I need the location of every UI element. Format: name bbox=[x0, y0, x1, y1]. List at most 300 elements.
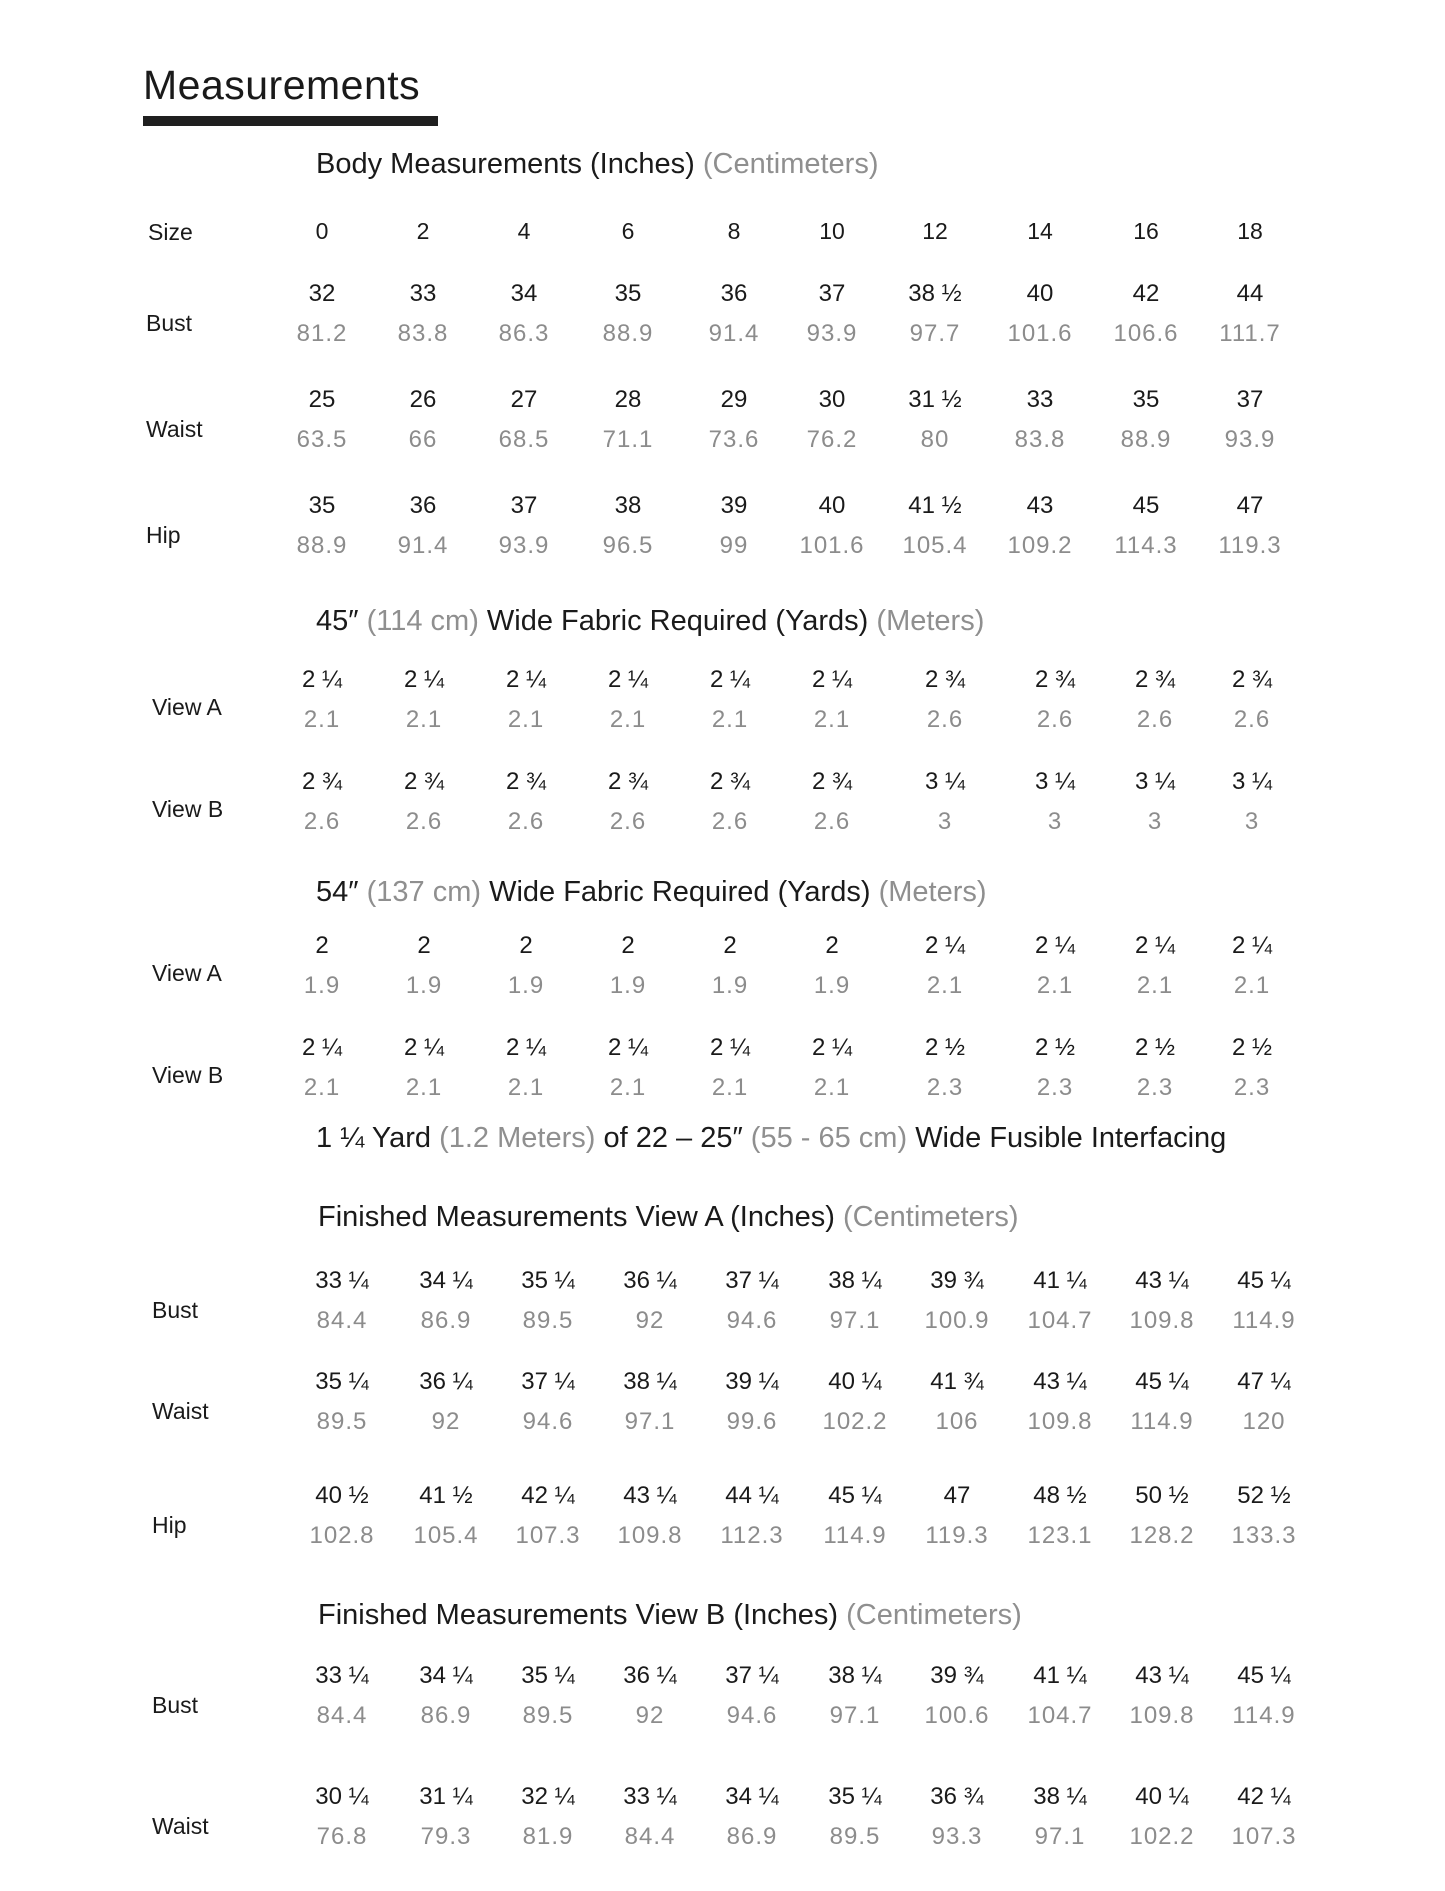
table-cell bbox=[800, 1482, 910, 1550]
imperial-value: 2 ¼ bbox=[505, 666, 547, 693]
metric-value: 2.6 bbox=[507, 808, 545, 835]
imperial-value: 45 ¼ bbox=[1135, 1368, 1189, 1395]
table-cell bbox=[902, 1662, 1012, 1730]
table-cell bbox=[1100, 1034, 1210, 1102]
imperial-value: 2 ¼ bbox=[403, 666, 445, 693]
imperial-value: 38 ¼ bbox=[828, 1267, 882, 1294]
metric-value: 76.8 bbox=[316, 1823, 368, 1850]
table-cell bbox=[697, 1783, 807, 1851]
metric-value: 2.1 bbox=[609, 706, 647, 733]
imperial-value: 2 ¾ bbox=[301, 768, 343, 795]
imperial-value: 48 ½ bbox=[1033, 1482, 1087, 1509]
table-cell bbox=[573, 768, 683, 836]
fabric-54-heading bbox=[316, 876, 987, 909]
imperial-value: 32 bbox=[308, 280, 336, 307]
table-cell bbox=[890, 666, 1000, 734]
table-cell bbox=[1005, 1267, 1115, 1335]
imperial-value: 36 ¼ bbox=[419, 1368, 473, 1395]
heading-main: Finished Measurements View B (Inches) bbox=[318, 1599, 839, 1631]
table-cell bbox=[267, 386, 377, 454]
imperial-value: 35 ¼ bbox=[521, 1662, 575, 1689]
heading-alt: (Meters) bbox=[876, 605, 985, 637]
metric-value: 94.6 bbox=[522, 1408, 574, 1435]
table-cell bbox=[391, 1267, 501, 1335]
imperial-value: 29 bbox=[720, 386, 748, 413]
table-cell bbox=[1005, 1368, 1115, 1436]
heading-main: Body Measurements (Inches) bbox=[316, 148, 695, 180]
table-cell bbox=[573, 932, 683, 1000]
table-cell bbox=[1000, 932, 1110, 1000]
imperial-value: 41 ¼ bbox=[1033, 1662, 1087, 1689]
table-cell bbox=[471, 932, 581, 1000]
imperial-value: 35 bbox=[308, 492, 336, 519]
interfacing-width-metric: (55 - 65 cm) bbox=[750, 1122, 908, 1154]
heading-main: Wide Fabric Required (Yards) bbox=[489, 876, 871, 908]
table-cell bbox=[1209, 1267, 1319, 1335]
imperial-value: 39 ¾ bbox=[930, 1267, 984, 1294]
metric-value: 1.9 bbox=[813, 972, 851, 999]
metric-value: 92 bbox=[635, 1702, 665, 1729]
imperial-value: 43 ¼ bbox=[1135, 1662, 1189, 1689]
metric-value: 100.9 bbox=[924, 1307, 990, 1334]
metric-value: 94.6 bbox=[726, 1702, 778, 1729]
imperial-value: 2 bbox=[621, 932, 635, 959]
table-cell bbox=[1107, 1783, 1217, 1851]
size-header-cell: 16 bbox=[1133, 218, 1159, 244]
metric-value: 93.9 bbox=[1224, 426, 1276, 453]
imperial-value: 37 ¼ bbox=[725, 1267, 779, 1294]
imperial-value: 26 bbox=[409, 386, 437, 413]
table-cell bbox=[573, 1034, 683, 1102]
fabric-width-cm: (137 cm) bbox=[366, 876, 482, 908]
table-cell bbox=[985, 280, 1095, 348]
imperial-value: 31 ½ bbox=[908, 386, 962, 413]
imperial-value: 32 ¼ bbox=[521, 1783, 575, 1810]
metric-value: 1.9 bbox=[303, 972, 341, 999]
size-label: Size bbox=[148, 219, 193, 245]
metric-value: 1.9 bbox=[507, 972, 545, 999]
table-cell bbox=[493, 1482, 603, 1550]
heading-main: Wide Fabric Required (Yards) bbox=[486, 605, 869, 637]
imperial-value: 35 ¼ bbox=[521, 1267, 575, 1294]
metric-value: 105.4 bbox=[902, 532, 968, 559]
metric-value: 2.1 bbox=[813, 706, 851, 733]
table-cell bbox=[679, 280, 789, 348]
table-cell bbox=[777, 932, 887, 1000]
metric-value: 1.9 bbox=[405, 972, 443, 999]
metric-value: 2.3 bbox=[1233, 1074, 1271, 1101]
metric-value: 119.3 bbox=[1218, 532, 1282, 559]
imperial-value: 35 ¼ bbox=[315, 1368, 369, 1395]
table-cell bbox=[1107, 1482, 1217, 1550]
metric-value: 109.8 bbox=[1027, 1408, 1093, 1435]
imperial-value: 45 ¼ bbox=[1237, 1267, 1291, 1294]
table-cell bbox=[675, 1034, 785, 1102]
heading-alt: (Meters) bbox=[878, 876, 987, 908]
metric-value: 2.6 bbox=[303, 808, 341, 835]
imperial-value: 2 ¾ bbox=[607, 768, 649, 795]
table-cell bbox=[1195, 492, 1305, 560]
metric-value: 1.9 bbox=[711, 972, 749, 999]
table-cell bbox=[880, 492, 990, 560]
imperial-value: 3 ¼ bbox=[1134, 768, 1176, 795]
imperial-value: 36 ¾ bbox=[930, 1783, 984, 1810]
imperial-value: 33 bbox=[1026, 386, 1054, 413]
table-cell bbox=[1197, 666, 1307, 734]
metric-value: 2.1 bbox=[609, 1074, 647, 1101]
imperial-value: 47 bbox=[1236, 492, 1264, 519]
metric-value: 2.6 bbox=[1036, 706, 1074, 733]
interfacing-width: of 22 – 25″ bbox=[603, 1122, 743, 1154]
imperial-value: 3 ¼ bbox=[1034, 768, 1076, 795]
metric-value: 83.8 bbox=[397, 320, 449, 347]
table-cell bbox=[1000, 1034, 1110, 1102]
metric-value: 2.3 bbox=[1136, 1074, 1174, 1101]
imperial-value: 2 ¼ bbox=[607, 666, 649, 693]
table-cell bbox=[369, 932, 479, 1000]
imperial-value: 37 bbox=[818, 280, 846, 307]
row-label: Bust bbox=[146, 310, 193, 336]
metric-value: 99.6 bbox=[726, 1408, 778, 1435]
imperial-value: 38 ¼ bbox=[1033, 1783, 1087, 1810]
metric-value: 106 bbox=[935, 1408, 979, 1435]
metric-value: 120 bbox=[1242, 1408, 1286, 1435]
table-cell bbox=[595, 1368, 705, 1436]
metric-value: 105.4 bbox=[413, 1522, 479, 1549]
imperial-value: 39 bbox=[720, 492, 748, 519]
heading-alt: (Centimeters) bbox=[842, 1201, 1019, 1233]
table-cell bbox=[1107, 1662, 1217, 1730]
imperial-value: 30 ¼ bbox=[315, 1783, 369, 1810]
imperial-value: 40 bbox=[818, 492, 846, 519]
imperial-value: 33 ¼ bbox=[315, 1662, 369, 1689]
metric-value: 123.1 bbox=[1027, 1522, 1093, 1549]
imperial-value: 39 ¾ bbox=[930, 1662, 984, 1689]
imperial-value: 41 ¼ bbox=[1033, 1267, 1087, 1294]
table-cell bbox=[1005, 1482, 1115, 1550]
fabric-width: 54″ bbox=[316, 876, 359, 908]
metric-value: 114.3 bbox=[1114, 532, 1178, 559]
imperial-value: 33 ¼ bbox=[623, 1783, 677, 1810]
metric-value: 80 bbox=[920, 426, 950, 453]
table-cell bbox=[1100, 666, 1210, 734]
imperial-value: 33 bbox=[409, 280, 437, 307]
interfacing-description: Wide Fusible Interfacing bbox=[915, 1122, 1227, 1154]
imperial-value: 47 bbox=[943, 1482, 971, 1509]
imperial-value: 35 bbox=[614, 280, 642, 307]
table-cell bbox=[800, 1662, 910, 1730]
row-label: View A bbox=[152, 960, 222, 986]
table-cell bbox=[1195, 386, 1305, 454]
table-cell bbox=[1100, 932, 1210, 1000]
imperial-value: 42 bbox=[1132, 280, 1160, 307]
metric-value: 104.7 bbox=[1027, 1702, 1093, 1729]
table-cell bbox=[890, 932, 1000, 1000]
row-label: Bust bbox=[152, 1297, 199, 1323]
metric-value: 97.1 bbox=[1034, 1823, 1086, 1850]
imperial-value: 47 ¼ bbox=[1237, 1368, 1291, 1395]
imperial-value: 2 ¼ bbox=[811, 1034, 853, 1061]
imperial-value: 2 ¼ bbox=[1034, 932, 1076, 959]
metric-value: 76.2 bbox=[806, 426, 858, 453]
imperial-value: 34 ¼ bbox=[725, 1783, 779, 1810]
metric-value: 128.2 bbox=[1129, 1522, 1195, 1549]
metric-value: 2.1 bbox=[926, 972, 964, 999]
title-underline bbox=[143, 116, 438, 126]
size-header-cell: 2 bbox=[416, 218, 430, 244]
imperial-value: 2 ½ bbox=[924, 1034, 966, 1061]
imperial-value: 42 ¼ bbox=[521, 1482, 575, 1509]
metric-value: 84.4 bbox=[316, 1307, 368, 1334]
table-cell bbox=[369, 1034, 479, 1102]
size-header-cell: 4 bbox=[517, 218, 531, 244]
metric-value: 2.6 bbox=[813, 808, 851, 835]
metric-value: 89.5 bbox=[829, 1823, 881, 1850]
metric-value: 107.3 bbox=[1231, 1823, 1297, 1850]
table-cell bbox=[573, 666, 683, 734]
metric-value: 106.6 bbox=[1113, 320, 1179, 347]
table-cell bbox=[697, 1267, 807, 1335]
table-cell bbox=[287, 1368, 397, 1436]
metric-value: 86.3 bbox=[498, 320, 550, 347]
metric-value: 86.9 bbox=[420, 1702, 472, 1729]
table-cell bbox=[880, 280, 990, 348]
table-cell bbox=[697, 1662, 807, 1730]
table-cell bbox=[469, 280, 579, 348]
table-cell bbox=[287, 1783, 397, 1851]
metric-value: 2.6 bbox=[609, 808, 647, 835]
table-cell bbox=[1197, 1034, 1307, 1102]
metric-value: 3 bbox=[937, 808, 953, 835]
imperial-value: 2 ¾ bbox=[709, 768, 751, 795]
imperial-value: 2 ½ bbox=[1034, 1034, 1076, 1061]
table-cell bbox=[595, 1662, 705, 1730]
metric-value: 94.6 bbox=[726, 1307, 778, 1334]
metric-value: 2.6 bbox=[405, 808, 443, 835]
table-cell bbox=[369, 666, 479, 734]
fabric-width: 45″ bbox=[316, 605, 359, 637]
interfacing-note bbox=[316, 1122, 1226, 1155]
imperial-value: 2 bbox=[315, 932, 329, 959]
metric-value: 89.5 bbox=[522, 1702, 574, 1729]
imperial-value: 37 ¼ bbox=[521, 1368, 575, 1395]
metric-value: 86.9 bbox=[726, 1823, 778, 1850]
metric-value: 96.5 bbox=[602, 532, 654, 559]
table-cell bbox=[493, 1267, 603, 1335]
table-cell bbox=[697, 1368, 807, 1436]
size-header-cell: 18 bbox=[1237, 218, 1263, 244]
fabric-45-heading bbox=[316, 605, 984, 638]
row-label: View B bbox=[152, 796, 224, 822]
table-cell bbox=[469, 492, 579, 560]
imperial-value: 36 ¼ bbox=[623, 1662, 677, 1689]
table-cell bbox=[1195, 280, 1305, 348]
metric-value: 2.6 bbox=[1136, 706, 1174, 733]
imperial-value: 42 ¼ bbox=[1237, 1783, 1291, 1810]
table-cell bbox=[267, 666, 377, 734]
metric-value: 2.3 bbox=[926, 1074, 964, 1101]
table-cell bbox=[675, 768, 785, 836]
table-cell bbox=[267, 492, 377, 560]
size-header-cell: 6 bbox=[621, 218, 635, 244]
table-cell bbox=[800, 1267, 910, 1335]
imperial-value: 43 ¼ bbox=[1033, 1368, 1087, 1395]
metric-value: 2.1 bbox=[1233, 972, 1271, 999]
metric-value: 84.4 bbox=[624, 1823, 676, 1850]
metric-value: 2.1 bbox=[1036, 972, 1074, 999]
table-cell bbox=[777, 492, 887, 560]
imperial-value: 40 ½ bbox=[315, 1482, 369, 1509]
metric-value: 81.2 bbox=[296, 320, 348, 347]
imperial-value: 50 ½ bbox=[1135, 1482, 1189, 1509]
imperial-value: 2 ½ bbox=[1231, 1034, 1273, 1061]
imperial-value: 3 ¼ bbox=[924, 768, 966, 795]
imperial-value: 36 bbox=[720, 280, 748, 307]
finished-a-heading bbox=[318, 1201, 1019, 1234]
imperial-value: 44 ¼ bbox=[725, 1482, 779, 1509]
metric-value: 2.1 bbox=[711, 706, 749, 733]
row-label: Waist bbox=[146, 416, 203, 442]
metric-value: 3 bbox=[1147, 808, 1163, 835]
imperial-value: 34 ¼ bbox=[419, 1662, 473, 1689]
table-cell bbox=[287, 1662, 397, 1730]
metric-value: 102.2 bbox=[822, 1408, 888, 1435]
metric-value: 133.3 bbox=[1231, 1522, 1297, 1549]
metric-value: 2.1 bbox=[303, 706, 341, 733]
metric-value: 88.9 bbox=[1120, 426, 1172, 453]
imperial-value: 2 ¼ bbox=[301, 1034, 343, 1061]
metric-value: 101.6 bbox=[799, 532, 865, 559]
row-label: Hip bbox=[152, 1512, 187, 1538]
heading-main: Finished Measurements View A (Inches) bbox=[318, 1201, 835, 1233]
imperial-value: 2 ¼ bbox=[607, 1034, 649, 1061]
table-cell bbox=[369, 768, 479, 836]
imperial-value: 2 ¼ bbox=[301, 666, 343, 693]
fabric-width-cm: (114 cm) bbox=[366, 605, 479, 637]
table-cell bbox=[573, 386, 683, 454]
table-cell bbox=[267, 280, 377, 348]
metric-value: 107.3 bbox=[515, 1522, 581, 1549]
imperial-value: 35 bbox=[1132, 386, 1160, 413]
metric-value: 84.4 bbox=[316, 1702, 368, 1729]
table-cell bbox=[471, 666, 581, 734]
imperial-value: 38 bbox=[614, 492, 642, 519]
imperial-value: 43 ¼ bbox=[623, 1482, 677, 1509]
imperial-value: 30 bbox=[818, 386, 846, 413]
metric-value: 3 bbox=[1244, 808, 1260, 835]
metric-value: 2.1 bbox=[813, 1074, 851, 1101]
metric-value: 102.8 bbox=[309, 1522, 375, 1549]
table-cell bbox=[267, 932, 377, 1000]
imperial-value: 2 bbox=[519, 932, 533, 959]
table-cell bbox=[675, 666, 785, 734]
imperial-value: 44 bbox=[1236, 280, 1264, 307]
metric-value: 114.9 bbox=[1232, 1702, 1296, 1729]
table-cell bbox=[391, 1662, 501, 1730]
imperial-value: 34 bbox=[510, 280, 538, 307]
imperial-value: 38 ½ bbox=[908, 280, 962, 307]
table-cell bbox=[902, 1783, 1012, 1851]
imperial-value: 38 ¼ bbox=[623, 1368, 677, 1395]
metric-value: 100.6 bbox=[924, 1702, 990, 1729]
metric-value: 83.8 bbox=[1014, 426, 1066, 453]
table-cell bbox=[1209, 1662, 1319, 1730]
metric-value: 2.1 bbox=[507, 1074, 545, 1101]
metric-value: 2.1 bbox=[303, 1074, 341, 1101]
imperial-value: 2 bbox=[723, 932, 737, 959]
metric-value: 1.9 bbox=[609, 972, 647, 999]
metric-value: 2.1 bbox=[711, 1074, 749, 1101]
table-cell bbox=[1209, 1482, 1319, 1550]
imperial-value: 37 bbox=[510, 492, 538, 519]
size-header-cell: 10 bbox=[819, 218, 845, 244]
metric-value: 91.4 bbox=[397, 532, 449, 559]
imperial-value: 2 ¼ bbox=[924, 932, 966, 959]
table-cell bbox=[391, 1783, 501, 1851]
metric-value: 109.8 bbox=[1129, 1307, 1195, 1334]
table-cell bbox=[985, 492, 1095, 560]
metric-value: 102.2 bbox=[1129, 1823, 1195, 1850]
metric-value: 114.9 bbox=[823, 1522, 887, 1549]
imperial-value: 2 ¼ bbox=[505, 1034, 547, 1061]
metric-value: 2.6 bbox=[926, 706, 964, 733]
finished-b-heading bbox=[318, 1599, 1022, 1632]
imperial-value: 2 ¾ bbox=[811, 768, 853, 795]
imperial-value: 41 ½ bbox=[908, 492, 962, 519]
table-cell bbox=[679, 386, 789, 454]
table-cell bbox=[777, 386, 887, 454]
table-cell bbox=[985, 386, 1095, 454]
table-cell bbox=[1091, 386, 1201, 454]
metric-value: 88.9 bbox=[602, 320, 654, 347]
table-cell bbox=[777, 666, 887, 734]
imperial-value: 2 ¾ bbox=[1231, 666, 1273, 693]
table-cell bbox=[890, 1034, 1000, 1102]
metric-value: 2.6 bbox=[1233, 706, 1271, 733]
metric-value: 114.9 bbox=[1130, 1408, 1194, 1435]
table-cell bbox=[267, 768, 377, 836]
metric-value: 101.6 bbox=[1007, 320, 1073, 347]
imperial-value: 37 bbox=[1236, 386, 1264, 413]
imperial-value: 37 ¼ bbox=[725, 1662, 779, 1689]
imperial-value: 34 ¼ bbox=[419, 1267, 473, 1294]
row-label: View B bbox=[152, 1062, 224, 1088]
table-cell bbox=[287, 1482, 397, 1550]
size-header-cell: 14 bbox=[1027, 218, 1053, 244]
imperial-value: 2 ¼ bbox=[709, 666, 751, 693]
imperial-value: 36 bbox=[409, 492, 437, 519]
imperial-value: 36 ¼ bbox=[623, 1267, 677, 1294]
table-cell bbox=[697, 1482, 807, 1550]
table-cell bbox=[595, 1267, 705, 1335]
table-cell bbox=[368, 386, 478, 454]
imperial-value: 2 ¾ bbox=[1134, 666, 1176, 693]
metric-value: 97.1 bbox=[829, 1702, 881, 1729]
table-cell bbox=[493, 1662, 603, 1730]
imperial-value: 33 ¼ bbox=[315, 1267, 369, 1294]
table-cell bbox=[573, 492, 683, 560]
table-cell bbox=[469, 386, 579, 454]
metric-value: 81.9 bbox=[522, 1823, 574, 1850]
table-cell bbox=[471, 1034, 581, 1102]
metric-value: 93.9 bbox=[806, 320, 858, 347]
row-label: Waist bbox=[152, 1398, 209, 1424]
imperial-value: 2 ¼ bbox=[811, 666, 853, 693]
imperial-value: 2 ¾ bbox=[403, 768, 445, 795]
metric-value: 2.1 bbox=[507, 706, 545, 733]
imperial-value: 2 ¼ bbox=[1231, 932, 1273, 959]
imperial-value: 27 bbox=[510, 386, 538, 413]
